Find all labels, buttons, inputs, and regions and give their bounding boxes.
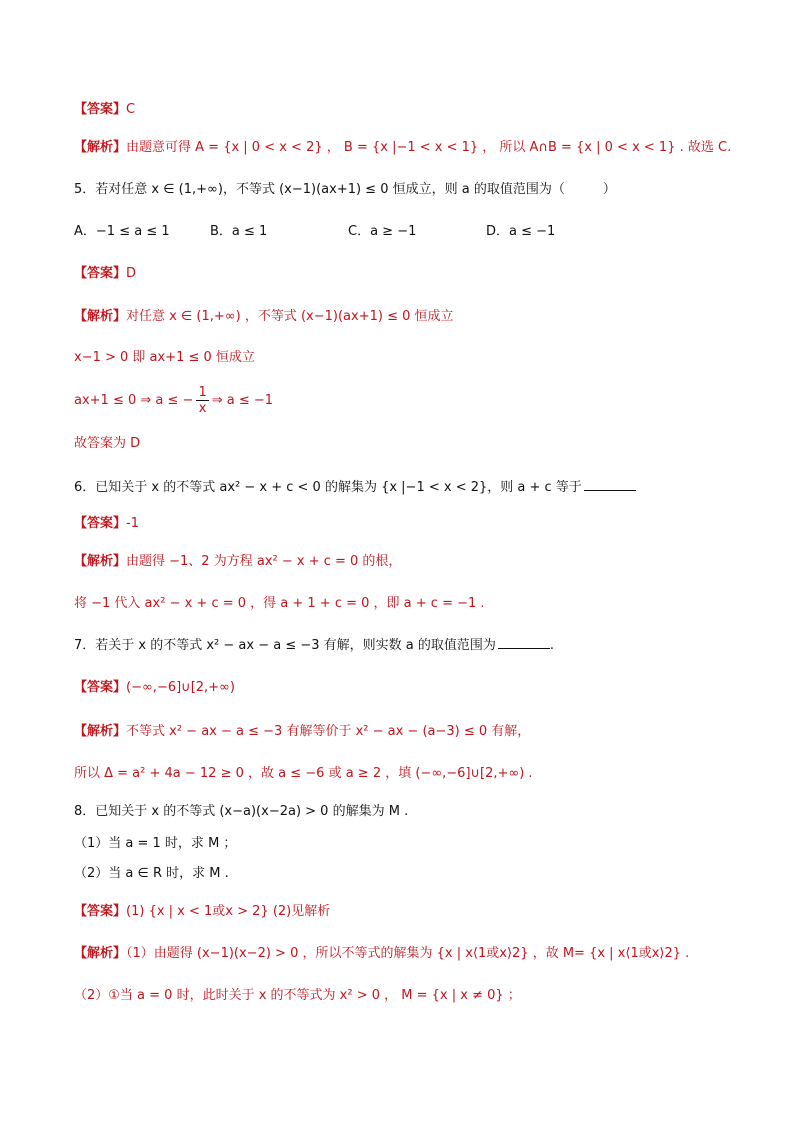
- q5-option-b: B．a ≤ 1: [210, 224, 268, 239]
- fraction: [196, 385, 208, 416]
- q8-analysis-1: （1）由题得 (x−1)(x−2) > 0 ，所以不等式的解集为 {x | x⟨1或x⟩2} ，故 M= {x | x⟨1或x⟩2} .: [126, 946, 690, 961]
- q7-answer-line: [74, 678, 235, 698]
- q5-analysis-line3: [74, 384, 273, 418]
- analysis-tag: 【解析】: [74, 140, 127, 155]
- analysis-tag: 【解析】: [74, 309, 127, 324]
- answer-tag: 【答案】: [74, 904, 127, 919]
- answer-tag: 【答案】: [74, 680, 127, 695]
- q5-analysis-line2: x−1 > 0 即 ax+1 ≤ 0 恒成立: [74, 350, 255, 365]
- q8-answer: (1) {x | x < 1或x > 2} (2)见解析: [126, 904, 331, 919]
- q7-analysis-1: 不等式 x² − ax − a ≤ −3 有解等价于 x² − ax − (a−3) ≤ 0 有解，: [126, 724, 531, 739]
- q7-answer: (−∞,−6]∪[2,+∞): [126, 680, 235, 695]
- q7-stem-end: .: [549, 638, 555, 653]
- q7-stem: [74, 636, 554, 656]
- q5-option-d: D．a ≤ −1: [486, 224, 556, 239]
- analysis-tag: 【解析】: [74, 554, 127, 569]
- q5-option-a: A．−1 ≤ a ≤ 1: [74, 224, 170, 239]
- answer-tag: 【答案】: [74, 102, 127, 117]
- answer-tag: 【答案】: [74, 516, 127, 531]
- q5-analysis-1: 对任意 x ∈ (1,+∞) ，不等式 (x−1)(ax+1) ≤ 0 恒成立: [126, 309, 454, 324]
- q7-analysis-line1: [74, 722, 530, 742]
- q4-analysis-line: [74, 138, 731, 158]
- q7-stem-text: 7．若关于 x 的不等式 x² − ax − a ≤ −3 有解，则实数 a 的取值范围为: [74, 638, 496, 653]
- q5-answer: D: [126, 266, 137, 281]
- q5-stem: [74, 180, 616, 200]
- q6-answer-line: [74, 514, 139, 534]
- q5-stem-end: ）: [602, 182, 616, 197]
- q4-analysis: 由题意可得 A = {x | 0 < x < 2} ， B = {x |−1 < x < 1} ， 所以 A∩B = {x | 0 < x < 1} . 故选 C.: [126, 140, 732, 155]
- analysis-tag: 【解析】: [74, 724, 127, 739]
- q4-answer: C: [126, 102, 136, 117]
- q6-analysis-line1: [74, 552, 401, 572]
- answer-blank: [584, 478, 636, 491]
- q7-analysis-line2: 所以 Δ = a² + 4a − 12 ≥ 0 ，故 a ≤ −6 或 a ≥ 2 ，填 (−∞,−6]∪[2,+∞) .: [74, 766, 533, 781]
- q5-analysis-3-post: ⇒ a ≤ −1: [211, 393, 274, 408]
- answer-tag: 【答案】: [74, 266, 127, 281]
- answer-blank: [498, 636, 550, 649]
- q5-option-c: C．a ≥ −1: [348, 224, 417, 239]
- q4-answer-line: [74, 100, 135, 120]
- q6-stem: [74, 478, 636, 498]
- q6-analysis-1: 由题得 −1、2 为方程 ax² − x + c = 0 的根，: [126, 554, 402, 569]
- q5-answer-line: [74, 264, 136, 284]
- q8-part2: （2）当 a ∈ R 时，求 M .: [74, 866, 229, 881]
- q6-answer: -1: [126, 516, 139, 531]
- q8-analysis-line1: [74, 944, 689, 964]
- q8-analysis-line2: （2）①当 a = 0 时，此时关于 x 的不等式为 x² > 0 ， M = {x | x ≠ 0} ；: [74, 988, 521, 1003]
- q5-stem-text: 5．若对任意 x ∈ (1,+∞)，不等式 (x−1)(ax+1) ≤ 0 恒成立，则 a 的取值范围为（: [74, 182, 565, 197]
- q6-stem-text: 6．已知关于 x 的不等式 ax² − x + c < 0 的解集为 {x |−1 < x < 2}，则 a + c 等于: [74, 480, 582, 495]
- q8-part1: （1）当 a = 1 时，求 M ；: [74, 836, 237, 851]
- fraction-numerator: 1: [198, 385, 207, 400]
- analysis-tag: 【解析】: [74, 946, 127, 961]
- fraction-denominator: x: [198, 401, 207, 416]
- q8-stem: 8．已知关于 x 的不等式 (x−a)(x−2a) > 0 的解集为 M .: [74, 804, 409, 819]
- q5-analysis-line1: [74, 307, 454, 327]
- q8-answer-line: [74, 902, 330, 922]
- q5-analysis-line4: 故答案为 D: [74, 436, 141, 451]
- q6-analysis-line2: 将 −1 代入 ax² − x + c = 0 ，得 a + 1 + c = 0 ，即 a + c = −1 .: [74, 596, 485, 611]
- q5-analysis-3-pre: ax+1 ≤ 0 ⇒ a ≤ −: [74, 393, 194, 408]
